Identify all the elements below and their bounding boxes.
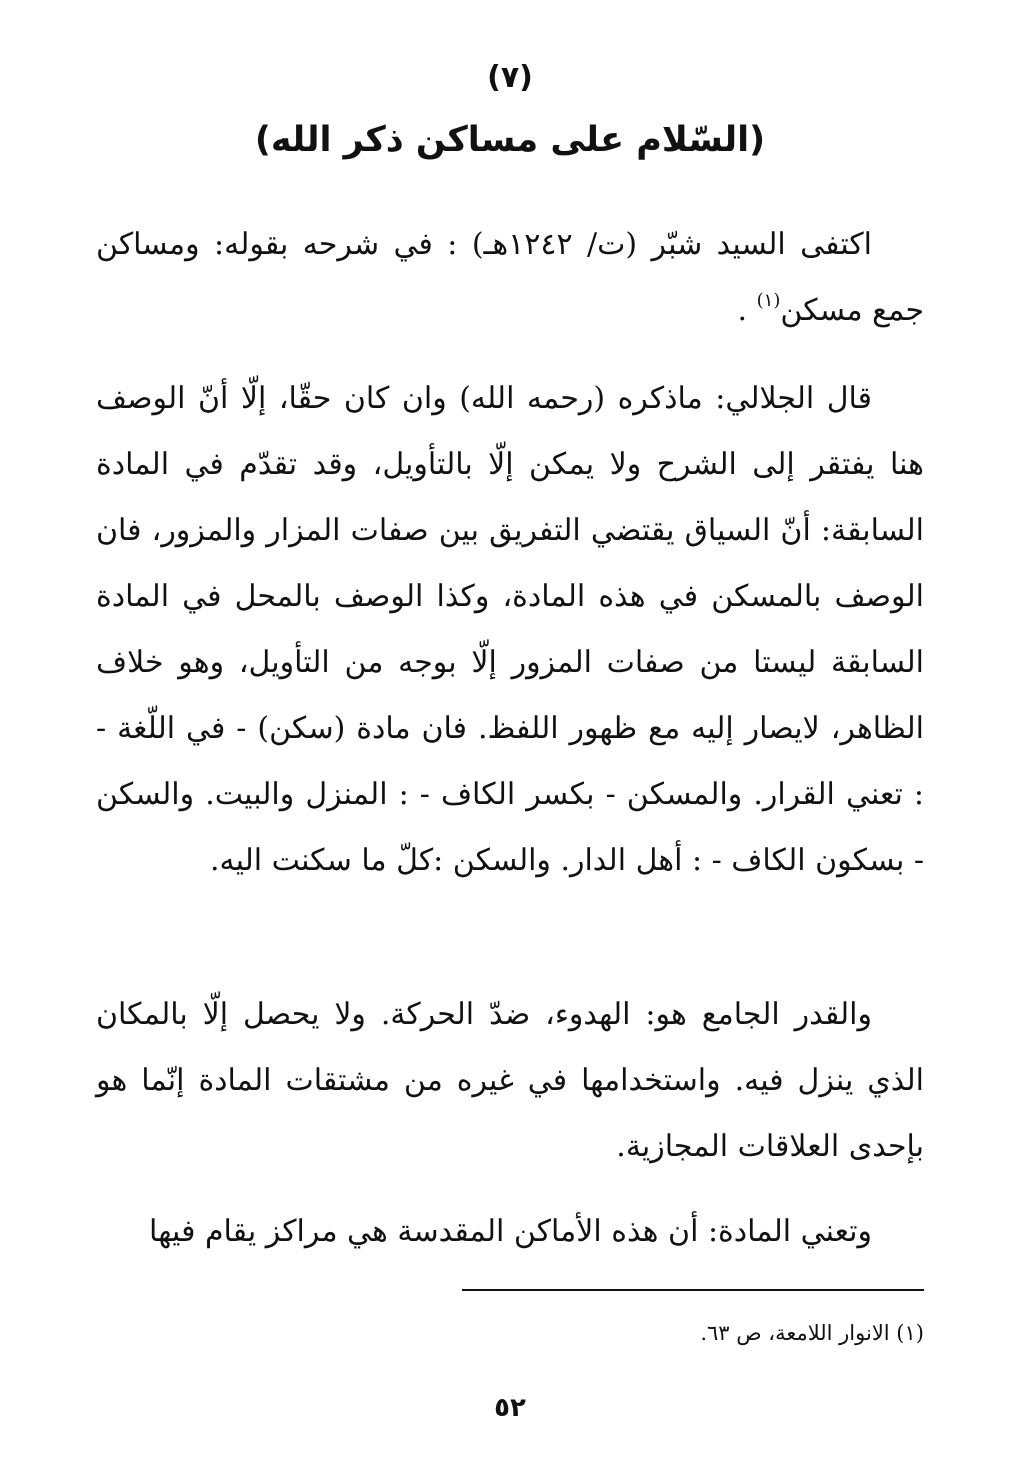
paragraph-1 <box>96 212 924 344</box>
chapter-title: (السّلام على مساكن ذكر الله) <box>254 120 766 160</box>
paragraph-3: والقدر الجامع هو: الهدوء، ضدّ الحركة. ولا يحصل إلّا بالمكان الذي ينزل فيه. واستخدامها في غيره من مشتقات المادة إنّما هو بإحدى العلاقات المجازية. <box>96 997 924 1164</box>
paragraph-1-text: اكتفى السيد شبّر (ت/ ١٢٤٢هـ) : في شرحه بقوله: ومساكن جمع مسكن <box>96 227 924 328</box>
page-number: ٥٢ <box>494 1393 526 1423</box>
book-page <box>96 0 924 1467</box>
paragraph-4: وتعني المادة: أن هذه الأماكن المقدسة هي مراكز يقام فيها <box>149 1214 872 1249</box>
footnote-reference: (١) <box>756 290 781 311</box>
footnote-divider <box>462 1289 924 1291</box>
chapter-number: (٧) <box>487 60 533 95</box>
paragraph-1-tail: . <box>737 293 757 328</box>
paragraph-2: قال الجلالي: ماذكره (رحمه الله) وان كان حقّا، إلّا أنّ الوصف هنا يفتقر إلى الشرح ولا يمكن إلّا بالتأويل، وقد تقدّم في المادة السابقة: أنّ السياق يقتضي التفريق بين صفات المزار والمزور، فان الوصف بالمسكن في هذه المادة، وكذا الوصف بالمحل في المادة السابقة ليستا من صفات المزور إلّا بوجه من التأويل، وهو خلاف الظاهر، لايصار إليه مع ظهور اللفظ. فان مادة (سكن) - في اللّغة - : تعني القرار. والمسكن - بكسر الكاف - : المنزل والبيت. والسكن - بسكون الكاف - : أهل الدار. والسكن :كلّ ما سكنت اليه. <box>96 381 924 878</box>
footnote: (١) الانوار اللامعة، ص ٦٣. <box>700 1321 924 1345</box>
